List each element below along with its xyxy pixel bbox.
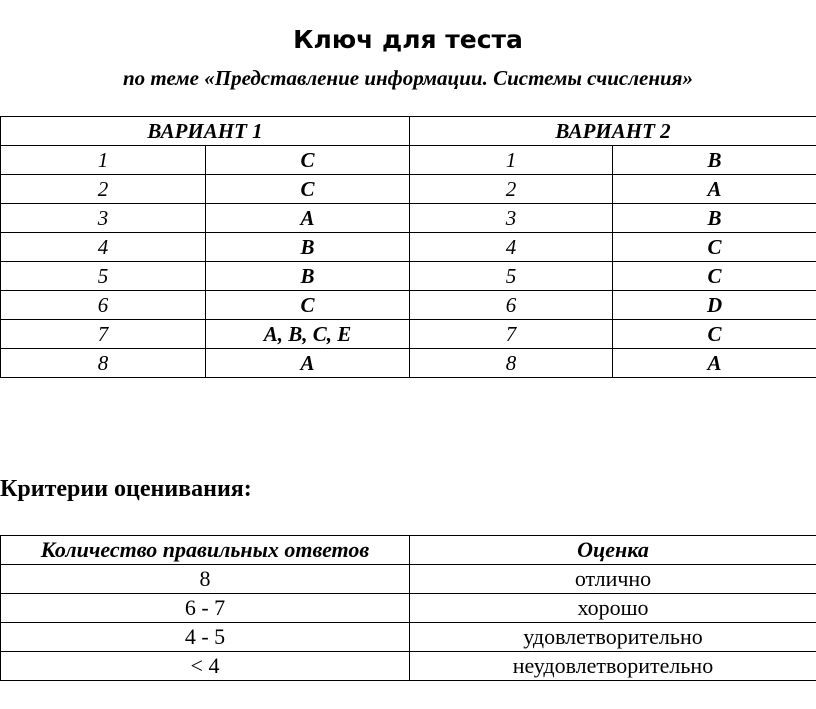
- criteria-header-row: [1, 536, 816, 565]
- variant-1-question-number: 8: [1, 349, 206, 378]
- correct-count-cell: 6 - 7: [1, 594, 410, 623]
- grading-criteria-table: [0, 535, 816, 681]
- variant-2-question-number: 1: [410, 146, 613, 175]
- variant-2-answer: С: [613, 262, 816, 291]
- table-row: [1, 291, 816, 320]
- variant-1-answer: С: [206, 291, 410, 320]
- variant-2-header: ВАРИАНТ 2: [410, 117, 816, 146]
- criteria-heading: Критерии оценивания:: [0, 476, 252, 502]
- variant-2-question-number: 4: [410, 233, 613, 262]
- variant-1-question-number: 6: [1, 291, 206, 320]
- variant-2-answer: D: [613, 291, 816, 320]
- variant-2-question-number: 3: [410, 204, 613, 233]
- variant-1-answer: А: [206, 349, 410, 378]
- table-row: [1, 594, 816, 623]
- correct-count-header: Количество правильных ответов: [1, 536, 410, 565]
- variant-1-question-number: 5: [1, 262, 206, 291]
- variant-1-answer: С: [206, 175, 410, 204]
- variant-1-question-number: 1: [1, 146, 206, 175]
- table-row: [1, 349, 816, 378]
- grade-header: Оценка: [410, 536, 816, 565]
- variant-1-question-number: 7: [1, 320, 206, 349]
- variant-2-question-number: 7: [410, 320, 613, 349]
- variant-2-question-number: 6: [410, 291, 613, 320]
- page-subtitle: по теме «Представление информации. Системы счисления»: [123, 66, 693, 90]
- variant-1-answer: А, В, С, Е: [206, 320, 410, 349]
- variant-1-answer: А: [206, 204, 410, 233]
- table-row: [1, 320, 816, 349]
- answer-key-header-row: [1, 117, 816, 146]
- variant-2-answer: В: [613, 204, 816, 233]
- variant-1-question-number: 2: [1, 175, 206, 204]
- grade-cell: хорошо: [410, 594, 816, 623]
- table-row: [1, 204, 816, 233]
- table-row: [1, 623, 816, 652]
- variant-2-answer: А: [613, 175, 816, 204]
- page-title: Ключ для теста: [293, 25, 523, 54]
- variant-2-answer: А: [613, 349, 816, 378]
- variant-1-question-number: 3: [1, 204, 206, 233]
- table-row: [1, 175, 816, 204]
- table-row: [1, 262, 816, 291]
- variant-2-question-number: 8: [410, 349, 613, 378]
- variant-2-question-number: 5: [410, 262, 613, 291]
- variant-2-answer: В: [613, 146, 816, 175]
- grade-cell: удовлетворительно: [410, 623, 816, 652]
- correct-count-cell: 8: [1, 565, 410, 594]
- variant-1-answer: С: [206, 146, 410, 175]
- variant-1-answer: В: [206, 233, 410, 262]
- variant-2-answer: С: [613, 320, 816, 349]
- answer-key-table: [0, 116, 816, 378]
- variant-1-answer: В: [206, 262, 410, 291]
- table-row: [1, 233, 816, 262]
- variant-1-question-number: 4: [1, 233, 206, 262]
- table-row: [1, 565, 816, 594]
- variant-1-header: ВАРИАНТ 1: [1, 117, 410, 146]
- table-row: [1, 146, 816, 175]
- table-row: [1, 652, 816, 681]
- variant-2-answer: С: [613, 233, 816, 262]
- grade-cell: отлично: [410, 565, 816, 594]
- variant-2-question-number: 2: [410, 175, 613, 204]
- correct-count-cell: 4 - 5: [1, 623, 410, 652]
- grade-cell: неудовлетворительно: [410, 652, 816, 681]
- correct-count-cell: < 4: [1, 652, 410, 681]
